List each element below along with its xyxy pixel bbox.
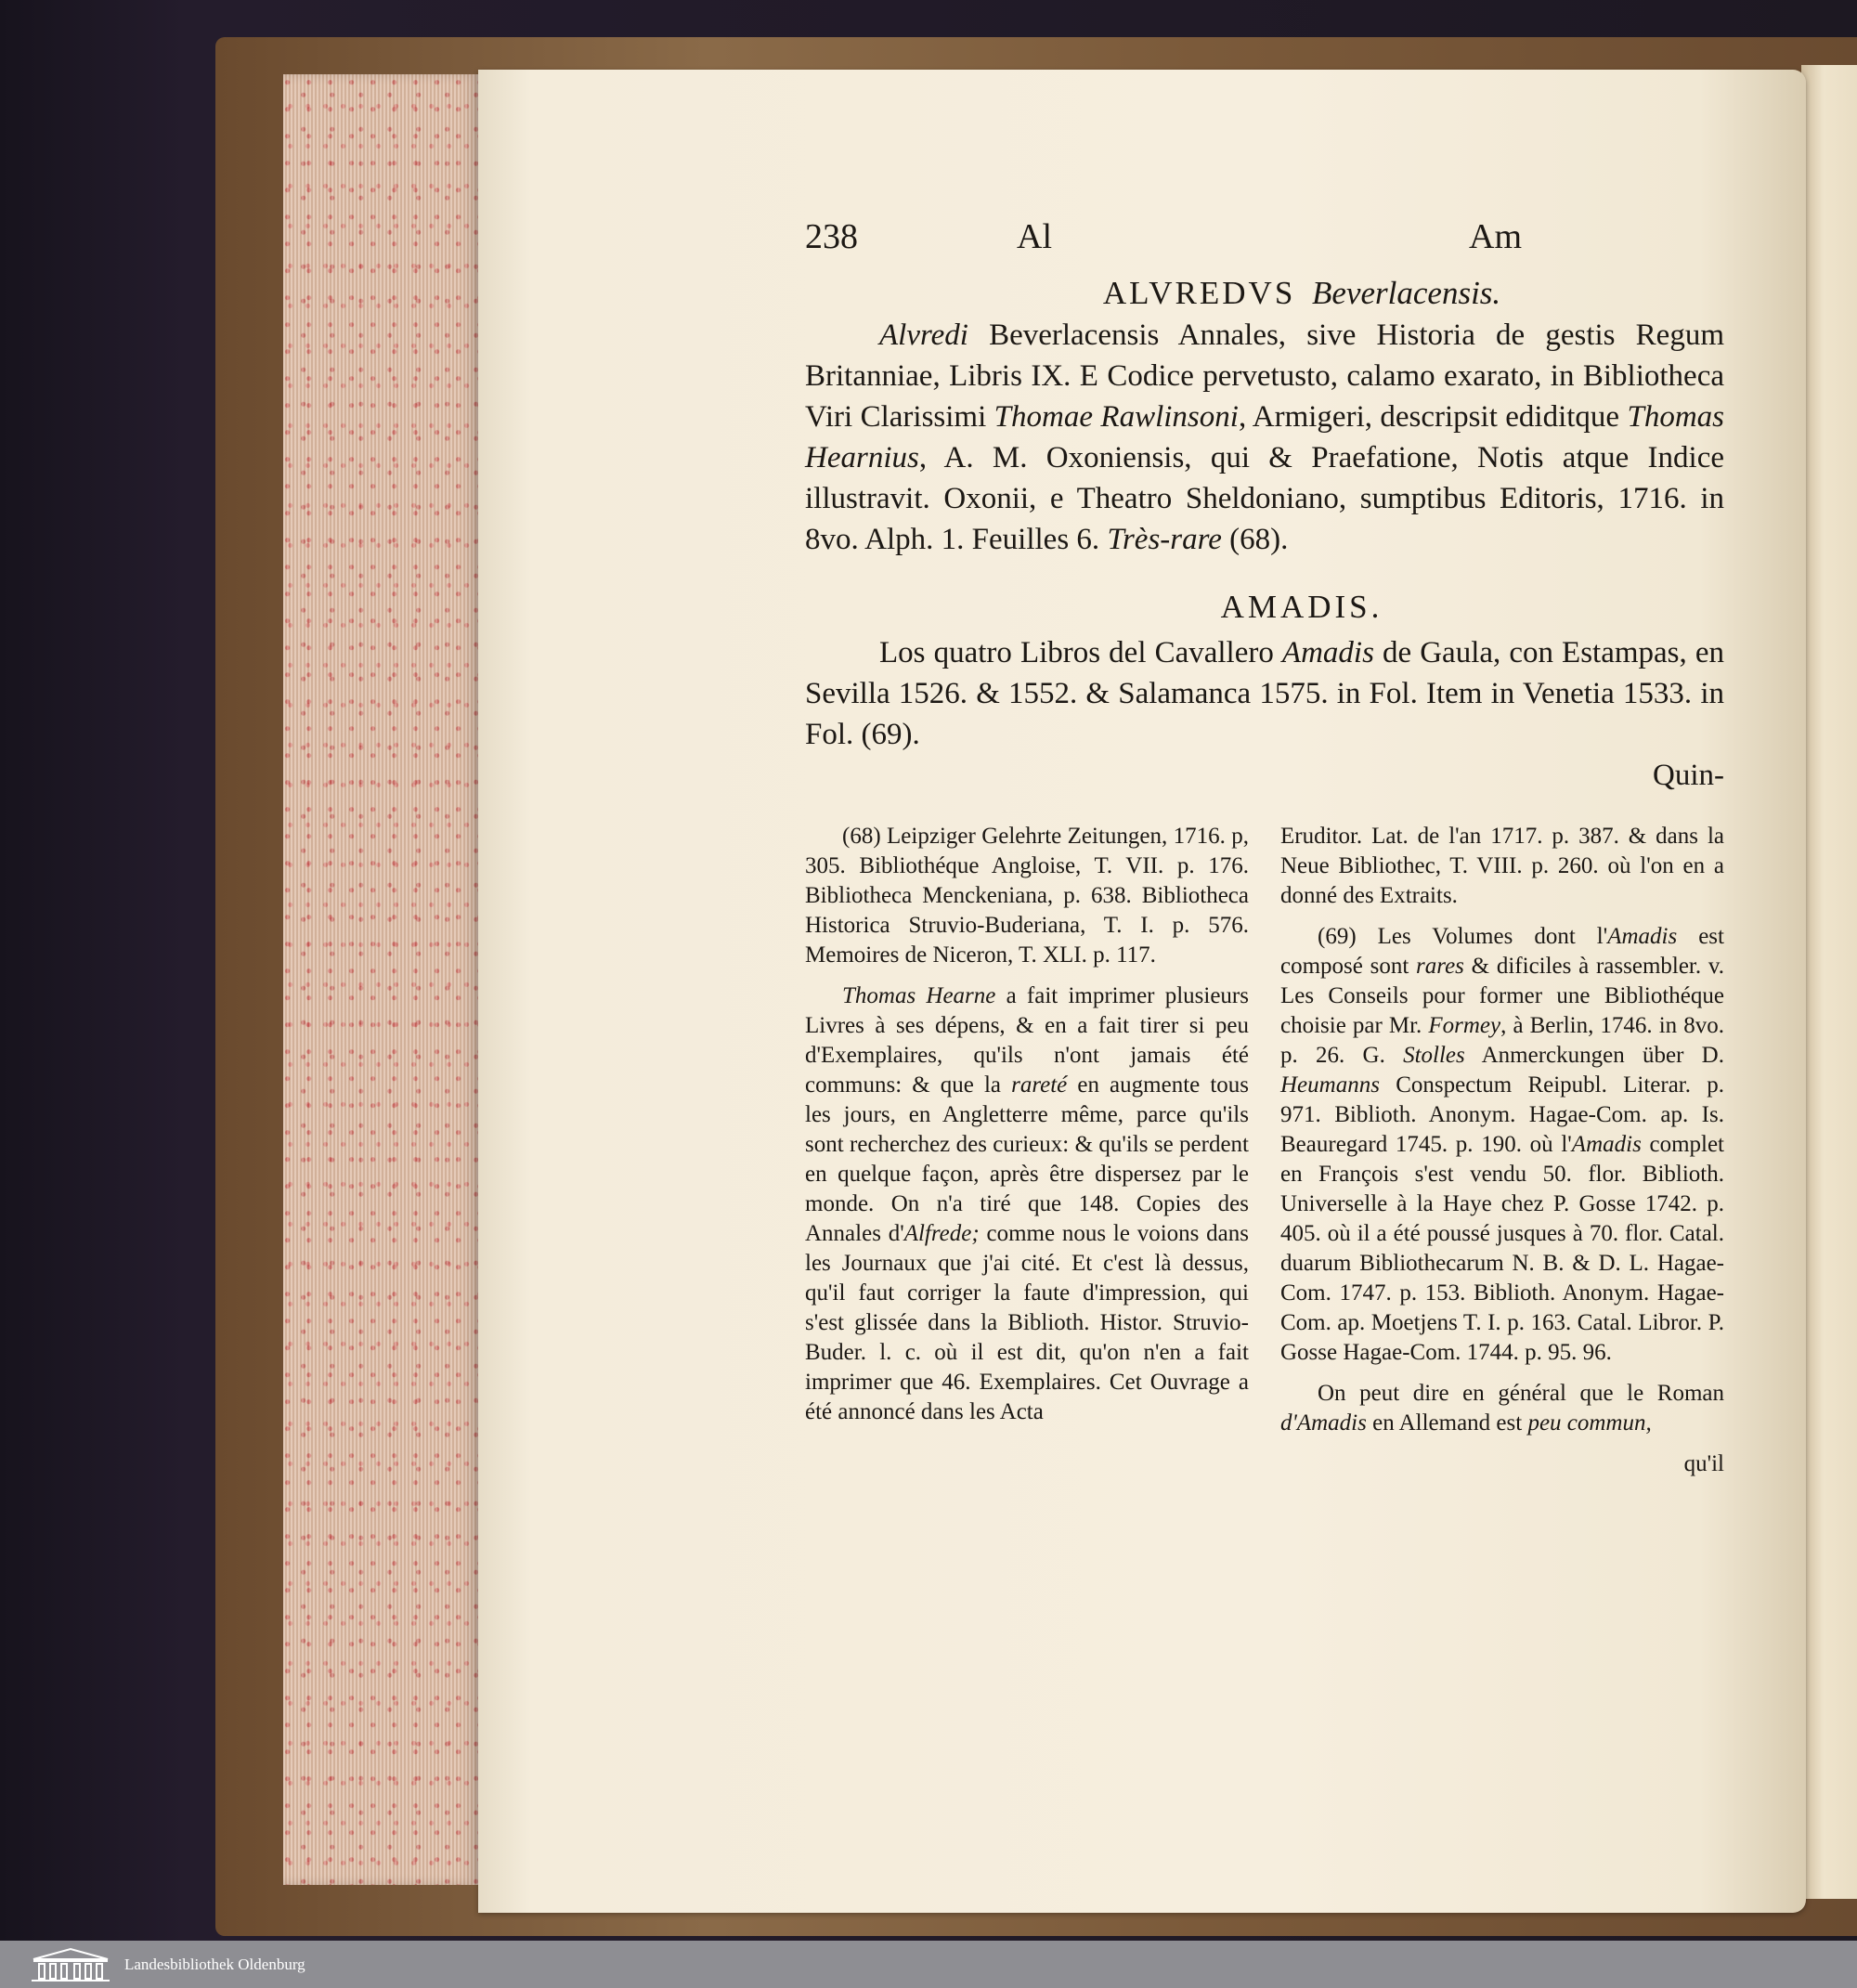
text-run: Los quatro Libros del Cavallero — [879, 636, 1282, 669]
text-run: Beverlacensis Annales, sive Historia de gestis Regum Britanniae, Libris IX. E Codice pervetusto, calamo exarato, in Bibliotheca Viri Clarissimi — [805, 318, 1724, 434]
italic-run: Amadis — [1571, 1132, 1642, 1157]
italic-run: Thomas Hearnius — [805, 400, 1724, 474]
running-head-left: Al — [1017, 217, 1052, 256]
entry-heading-alvredus — [805, 272, 1724, 315]
entry-heading-amadis: AMADIS. — [1220, 589, 1383, 625]
italic-run: Stolles — [1403, 1043, 1465, 1068]
page-edge — [283, 74, 478, 1885]
text-run: , A. M. Oxoniensis, qui & Praefatione, Notis atque Indice illustravit. Oxonii, e Theatro Sheldoniano, sumptibus Editoris, 1716. in 8vo. Alph. 1. Feuilles 6. — [805, 441, 1724, 556]
italic-run: Thomae Rawlinsoni — [993, 400, 1239, 434]
facing-page-edge — [1801, 65, 1857, 1899]
entry-heading-alvredus-name: ALVREDVS — [1102, 275, 1296, 311]
entry-alvredus-text — [805, 315, 1724, 560]
page-content — [805, 216, 1724, 1490]
text-run: & dificiles à rassembler. v. Les Conseils pour former une Bibliothéque choisie par Mr. — [1280, 954, 1725, 1038]
text-run: , à Berlin, 1746. in 8vo. p. 26. G. — [1280, 1013, 1724, 1068]
running-head — [805, 216, 1724, 272]
footnote-paragraph — [1280, 822, 1724, 911]
italic-run: Formey — [1428, 1013, 1501, 1038]
italic-run: Alvredi — [879, 318, 968, 352]
footnotes-left-column — [805, 822, 1249, 1438]
text-run: On peut dire en général que le Roman — [1318, 1381, 1724, 1406]
footnote-paragraph — [805, 981, 1249, 1427]
text-run: de Gaula, con Estampas, en Sevilla 1526. & 1552. & Salamanca 1575. in Fol. Item in Venetia 1533. in Fol. (69). — [805, 636, 1724, 751]
italic-run: rareté — [1011, 1072, 1068, 1098]
entry-heading-alvredus-italic: Beverlacensis. — [1312, 275, 1501, 311]
italic-run: Très-rare — [1107, 523, 1222, 556]
page-number: 238 — [805, 217, 858, 256]
italic-run: rares — [1416, 954, 1464, 979]
footnote-catchword: qu'il — [1683, 1451, 1724, 1476]
text-run: Eruditor. Lat. de l'an 1717. p. 387. & dans la Neue Bibliothec, T. VIII. p. 260. où l'on en a donné des Extraits. — [1280, 824, 1724, 908]
text-run: (68) Leipziger Gelehrte Zeitungen, 1716. p, 305. Bibliothéque Angloise, T. VII. p. 176. Bibliotheca Menckeniana, p. 638. Bibliotheca Historica Struvio-Buderiana, T. I. p. 576. Memoires de Niceron, T. XLI. p. 117. — [805, 824, 1249, 968]
text-run: (68). — [1221, 523, 1289, 556]
entry-amadis-text — [805, 632, 1724, 755]
catchword: Quin- — [1653, 759, 1724, 792]
italic-run: Thomas Hearne — [842, 983, 996, 1008]
italic-run: Amadis — [1281, 636, 1374, 669]
italic-run: d'Amadis — [1280, 1410, 1367, 1436]
italic-run: Heumanns — [1280, 1072, 1380, 1098]
footnotes-right-column — [1280, 822, 1724, 1479]
footnote-paragraph — [1280, 1379, 1724, 1438]
footnotes — [805, 822, 1724, 1490]
text-run: en augmente tous les jours, en Angletterre même, parce qu'ils sont recherchez des curieux: & qu'ils se perdent en quelque façon, après être dispersez par le monde. On n'a tiré que 148. Copies des Annales d' — [805, 1072, 1250, 1246]
text-run: (69) Les Volumes dont l' — [1318, 924, 1608, 949]
text-run: a fait imprimer plusieurs Livres à ses dépens, & en a fait tirer si peu d'Exemplaires, qu'ils n'ont jamais été communs: & que la — [805, 983, 1249, 1098]
text-run: Anmerckungen über D. — [1464, 1043, 1724, 1068]
text-run: comme nous le voions dans les Journaux que j'ai cité. Et c'est là dessus, qu'il faut corriger la faute d'impression, qui s'est glissée dans la Biblioth. Histor. Struvio-Buder. l. c. où il est dit, qu'on n'en a fait imprimer que 46. Exemplaires. Cet Ouvrage a été annoncé dans les Acta — [805, 1221, 1249, 1424]
library-name: Landesbibliothek Oldenburg — [124, 1955, 305, 1973]
text-run: en Allemand est — [1366, 1410, 1528, 1436]
book-page — [478, 70, 1806, 1913]
library-building-icon — [28, 1946, 113, 1983]
text-run: Conspectum Reipubl. Literar. p. 971. Biblioth. Anonym. Hagae-Com. ap. Is. Beauregard 1745. p. 190. où l' — [1280, 1072, 1724, 1157]
footnote-paragraph — [1280, 922, 1724, 1368]
running-head-right: Am — [1469, 217, 1522, 256]
text-run: est composé sont — [1280, 924, 1724, 979]
footnote-paragraph — [805, 822, 1249, 970]
italic-run: Alfrede; — [903, 1221, 980, 1246]
text-run: complet en François s'est vendu 50. flor. Biblioth. Universelle à la Haye chez P. Gosse 1742. p. 405. où il a été poussé jusques à 70. flor. Catal. duarum Bibliothecarum N. B. & D. L. Hagae-Com. 1747. p. 153. Biblioth. Anonym. Hagae-Com. ap. Moetjens T. I. p. 163. Catal. Libror. P. Gosse Hagae-Com. 1744. p. 95. 96. — [1280, 1132, 1725, 1365]
footer-bar — [0, 1941, 1857, 1988]
italic-run: peu commun, — [1527, 1410, 1652, 1436]
text-run: , Armigeri, descripsit ediditque — [1238, 400, 1628, 434]
italic-run: Amadis — [1607, 924, 1678, 949]
